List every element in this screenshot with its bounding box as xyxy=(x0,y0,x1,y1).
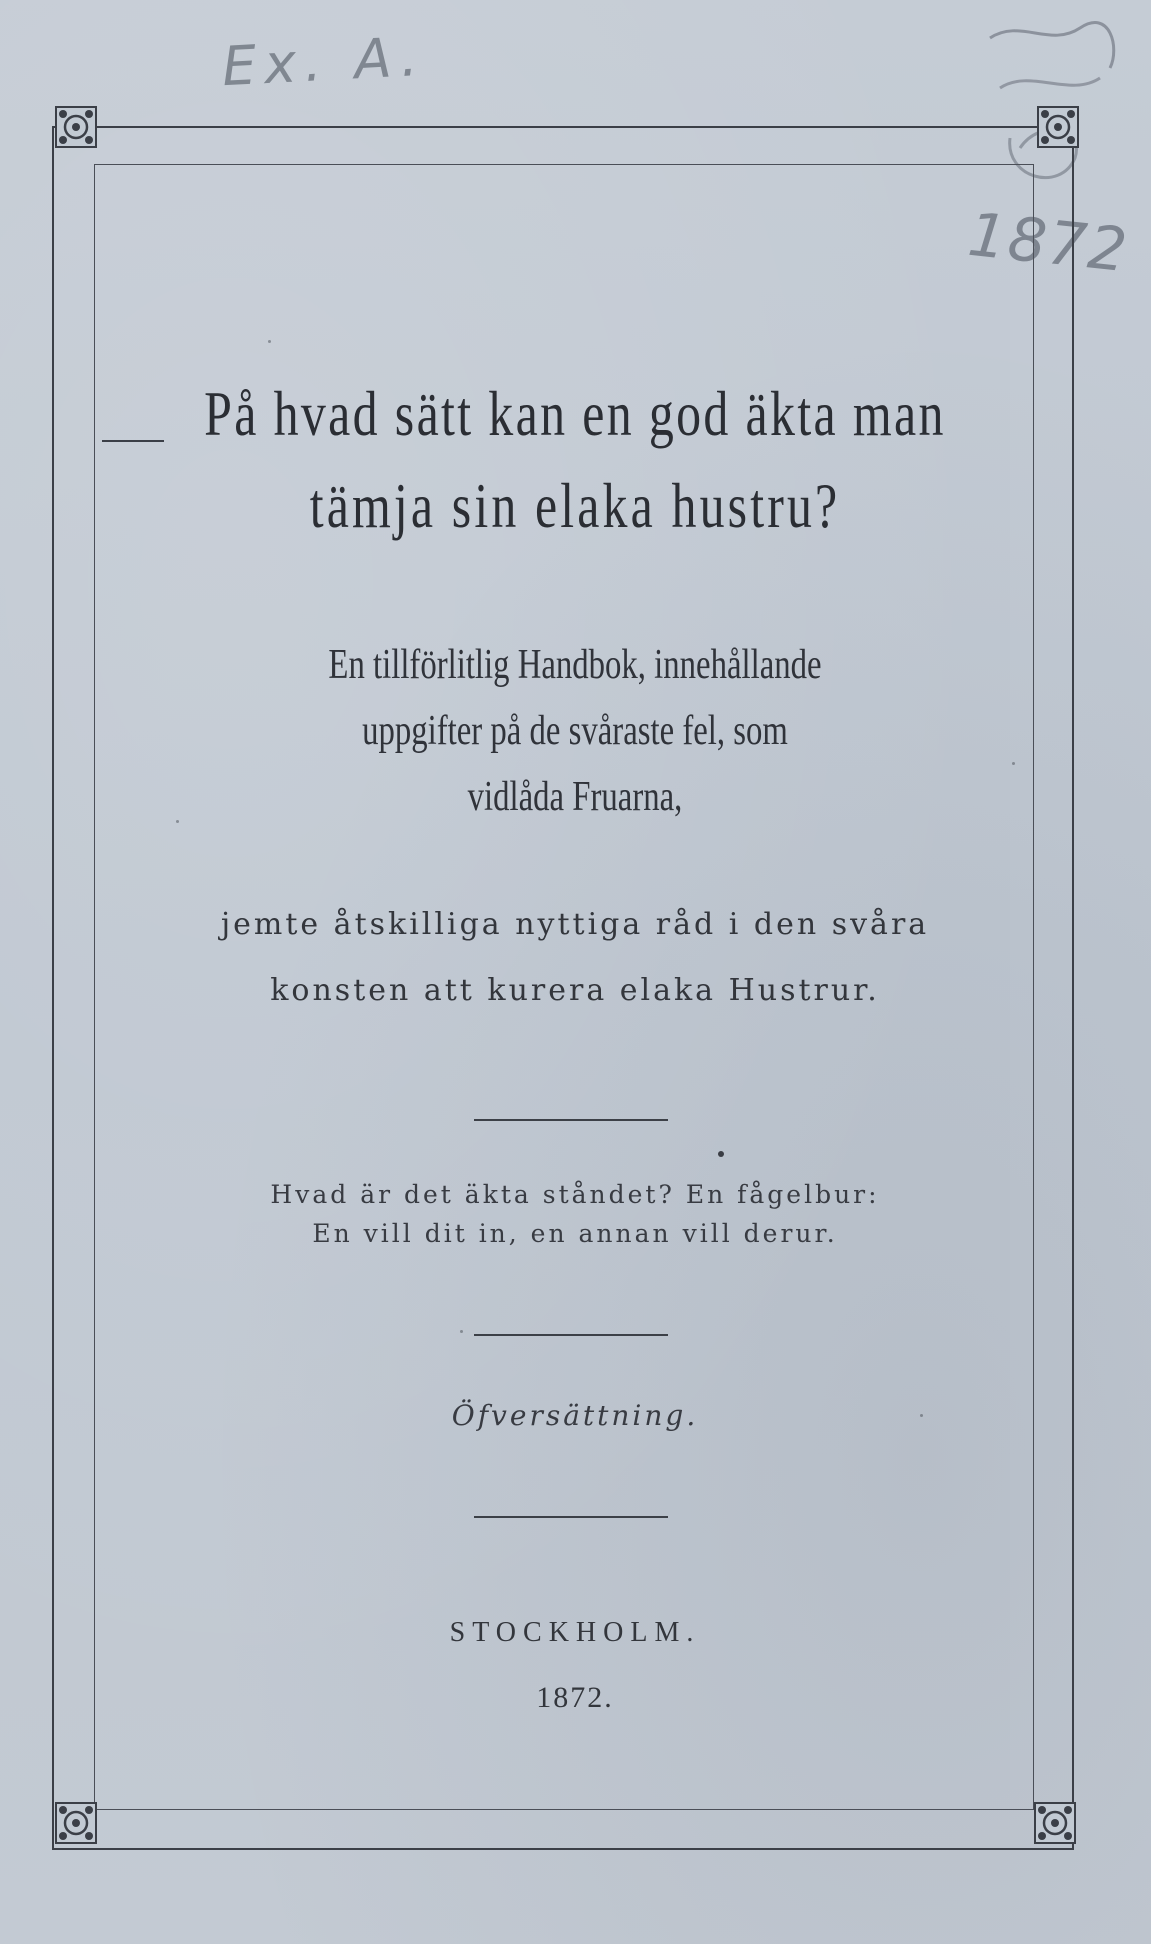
subtitle-line-3: vidlåda Fruarna, xyxy=(467,774,683,820)
imprint-year: 1872. xyxy=(536,1681,614,1714)
paper-speck xyxy=(176,820,179,823)
subtitle-line-1: En tillförlitlig Handbok, innehållande xyxy=(328,642,822,688)
handwritten-year-note: 1872 xyxy=(964,199,1132,287)
epigraph-line-1: Hvad är det äkta ståndet? En fågelbur: xyxy=(270,1180,880,1209)
divider-rule xyxy=(474,1334,668,1336)
divider-rule xyxy=(474,1516,668,1518)
title-underline-mark xyxy=(102,440,164,442)
ink-dot xyxy=(718,1151,724,1157)
supplement-line-1: jemte åtskilliga nyttiga råd i den svåra xyxy=(220,907,930,942)
paper-speck xyxy=(920,1414,923,1417)
paper-speck xyxy=(1012,762,1015,765)
paper-speck xyxy=(460,1330,463,1333)
title-line-1: På hvad sätt kan en god äkta man xyxy=(204,378,946,449)
translation-note: Öfversättning. xyxy=(451,1399,699,1432)
corner-ornament-icon xyxy=(53,1800,99,1846)
corner-ornament-icon xyxy=(1032,1800,1078,1846)
subtitle-line-2: uppgifter på de svåraste fel, som xyxy=(362,708,788,754)
paper-speck xyxy=(268,340,271,343)
title-line-2: tämja sin elaka hustru? xyxy=(309,470,841,541)
handwritten-catalog-mark: Ex. A. xyxy=(220,24,428,99)
imprint-city: STOCKHOLM. xyxy=(449,1617,701,1648)
divider-rule xyxy=(474,1119,668,1121)
epigraph-line-2: En vill dit in, en annan vill derur. xyxy=(312,1219,838,1248)
supplement-line-2: konsten att kurera elaka Hustrur. xyxy=(270,973,880,1008)
corner-ornament-icon xyxy=(1035,104,1081,150)
corner-ornament-icon xyxy=(53,104,99,150)
